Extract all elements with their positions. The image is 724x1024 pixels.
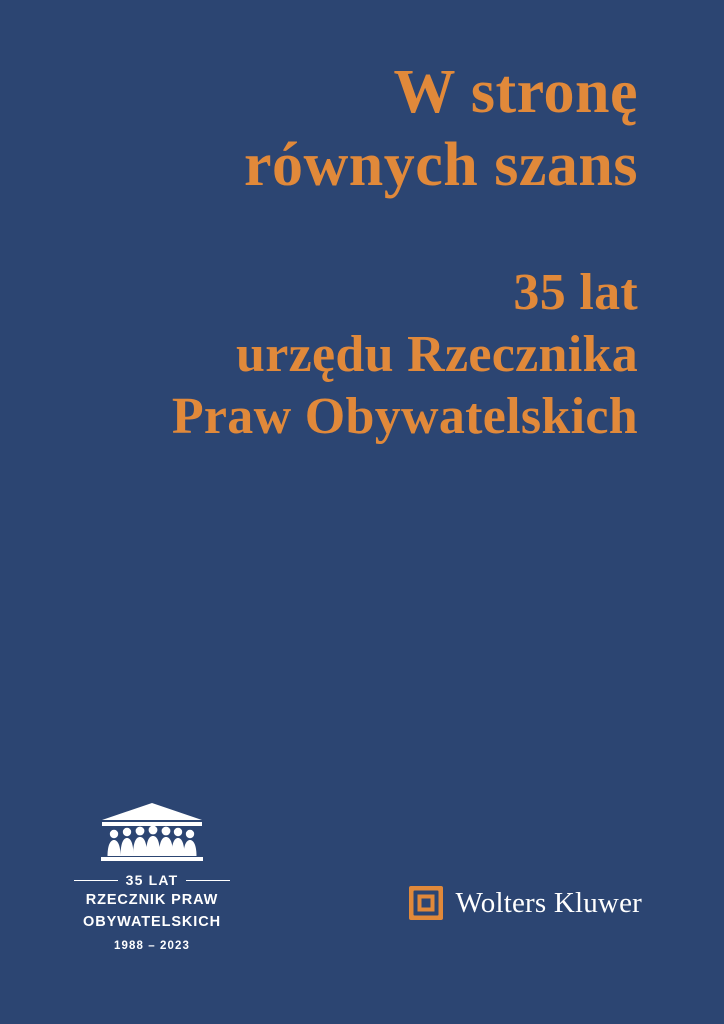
classical-building-icon	[97, 801, 207, 865]
page-title	[90, 56, 638, 201]
title-line-1: W stronę	[393, 58, 638, 126]
subtitle-line-2: urzędu Rzecznika	[236, 325, 638, 383]
page-subtitle	[80, 262, 638, 448]
wolters-kluwer-mark-icon	[409, 886, 443, 920]
subtitle-line-1: 35 lat	[513, 264, 638, 321]
rpo-anniversary-label: 35 LAT	[62, 872, 242, 888]
rpo-dates: 1988 – 2023	[113, 940, 191, 952]
rpo-emblem	[62, 801, 242, 952]
subtitle-line-3: Praw Obywatelskich	[171, 387, 638, 445]
publisher-logo	[409, 886, 643, 920]
publisher-name: Wolters Kluwer	[455, 886, 642, 919]
title-line-2: równych szans	[243, 130, 638, 199]
rpo-name-line-2: OBYWATELSKICH	[83, 913, 221, 930]
rpo-name-line-1: RZECZNIK PRAW	[85, 892, 219, 909]
